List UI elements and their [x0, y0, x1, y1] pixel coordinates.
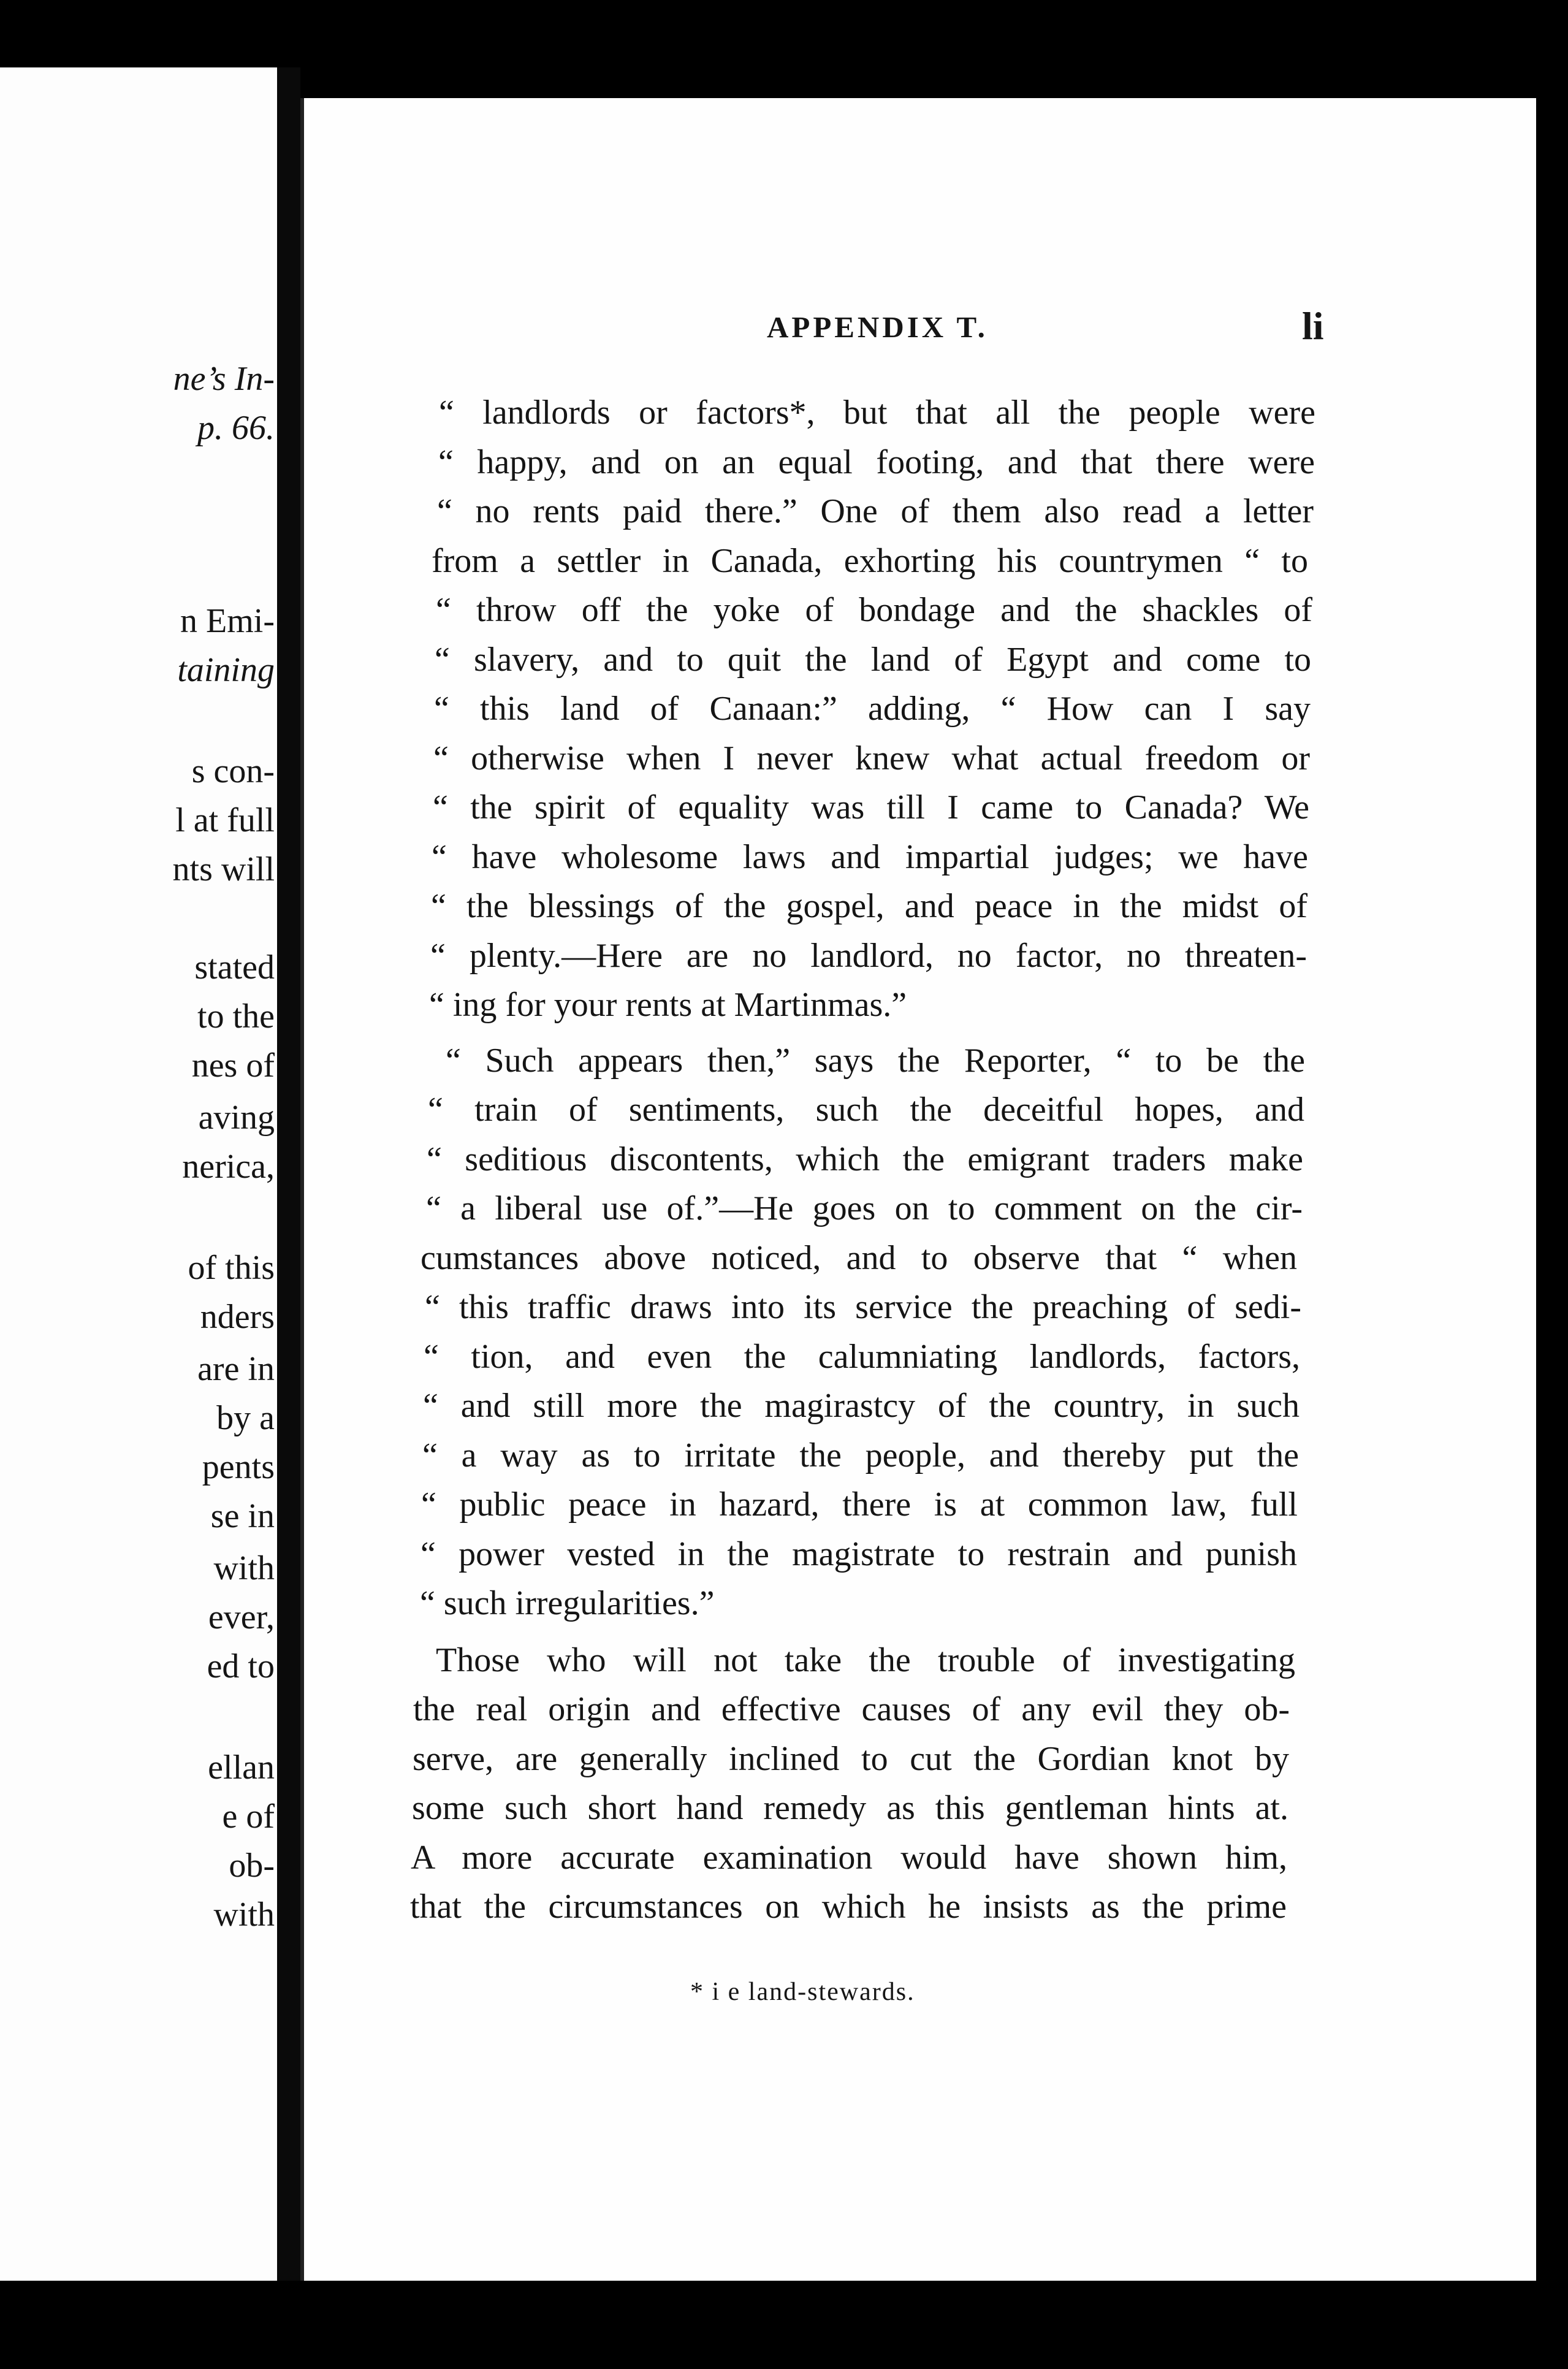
text-line: “ Such appears then,” says the Reporter, “ to be the	[446, 1041, 1305, 1080]
text-line: “ the spirit of equality was till I came to Canada? We	[433, 788, 1309, 826]
left-page-line: se in	[210, 1497, 275, 1535]
left-page-line: nders	[200, 1298, 275, 1336]
left-page-line: n Emi-	[180, 602, 275, 640]
text-line: “ otherwise when I never knew what actual freedom or	[433, 739, 1310, 777]
text-line: “ seditious discontents, which the emigrant traders make	[427, 1140, 1303, 1178]
text-line: “ throw off the yoke of bondage and the shackles of	[436, 591, 1312, 629]
left-page-line: nts will	[172, 850, 275, 888]
text-line: “ slavery, and to quit the land of Egypt and come to	[435, 640, 1311, 679]
text-line: “ a liberal use of.”—He goes on to comment on the cir-	[426, 1189, 1303, 1227]
text-line: “ this land of Canaan:” adding, “ How can I say	[434, 690, 1311, 728]
text-line: serve, are generally inclined to cut the Gordian knot by	[413, 1739, 1289, 1778]
running-head: APPENDIX T.	[767, 310, 988, 344]
left-page-line: pents	[202, 1448, 275, 1486]
left-page-line: p. 66.	[197, 409, 275, 447]
text-line: cumstances above noticed, and to observe that “ when	[421, 1238, 1297, 1277]
previous-page-fragment	[0, 67, 277, 2281]
text-line: “ a way as to irritate the people, and thereby put the	[422, 1436, 1299, 1474]
text-line: “ tion, and even the calumniating landlords, factors,	[424, 1337, 1300, 1376]
text-line: “ happy, and on an equal footing, and that there were	[438, 443, 1315, 481]
text-line: “ no rents paid there.” One of them also read a letter	[437, 492, 1314, 530]
left-page-line: stated	[194, 948, 275, 986]
text-line: A more accurate examination would have shown him,	[411, 1838, 1287, 1877]
text-line: that the circumstances on which he insists as the prime	[410, 1888, 1287, 1926]
text-line: “ such irregularities.”	[420, 1584, 715, 1622]
left-page-line: ellan	[208, 1749, 275, 1787]
text-line: Those who will not take the trouble of investigating	[436, 1641, 1295, 1679]
text-line: “ train of sentiments, such the deceitful hopes, and	[428, 1091, 1304, 1129]
left-page-line: ed to	[207, 1647, 275, 1685]
left-page-line: are in	[197, 1350, 275, 1388]
left-page-line: to the	[197, 998, 275, 1036]
left-page-line: with	[213, 1896, 275, 1934]
text-line: “ the blessings of the gospel, and peace in the midst of	[431, 887, 1307, 925]
text-line: “ public peace in hazard, there is at common law, full	[421, 1486, 1298, 1524]
footnote: * i e land-stewards.	[690, 1978, 915, 2006]
book-gutter	[277, 67, 300, 2281]
left-page-line: aving	[198, 1099, 275, 1137]
text-line: some such short hand remedy as this gentleman hints at.	[412, 1789, 1288, 1827]
left-page-line: nes of	[191, 1047, 275, 1085]
left-page-line: e of	[222, 1798, 275, 1836]
text-line: “ have wholesome laws and impartial judges; we have	[432, 837, 1308, 876]
text-line: “ and still more the magirastcy of the country, in such	[423, 1387, 1300, 1425]
left-page-line: with	[213, 1549, 275, 1587]
left-page-line: ne’s In-	[173, 360, 275, 398]
left-page-line: nerica,	[182, 1148, 275, 1186]
left-page-line: s con-	[191, 752, 275, 790]
text-line: “ this traffic draws into its service the preaching of sedi-	[425, 1288, 1301, 1326]
left-page-line: ob-	[229, 1847, 275, 1885]
text-line: “ power vested in the magistrate to restrain and punish	[421, 1535, 1297, 1573]
text-line: “ landlords or factors*, but that all the people were	[439, 394, 1315, 432]
left-page-line: l at full	[175, 801, 275, 839]
left-page-line: by a	[216, 1399, 275, 1437]
text-line: “ plenty.—Here are no landlord, no factor, no threaten-	[430, 936, 1307, 975]
text-line: from a settler in Canada, exhorting his countrymen “ to	[432, 541, 1308, 580]
left-page-line: of this	[188, 1249, 275, 1287]
page-number: li	[1302, 304, 1324, 348]
text-line: the real origin and effective causes of any evil they ob-	[413, 1690, 1290, 1728]
left-page-line: ever,	[208, 1598, 275, 1636]
book-page	[300, 98, 1536, 2281]
text-line: “ ing for your rents at Martinmas.”	[429, 986, 907, 1024]
left-page-line: taining	[177, 651, 275, 689]
